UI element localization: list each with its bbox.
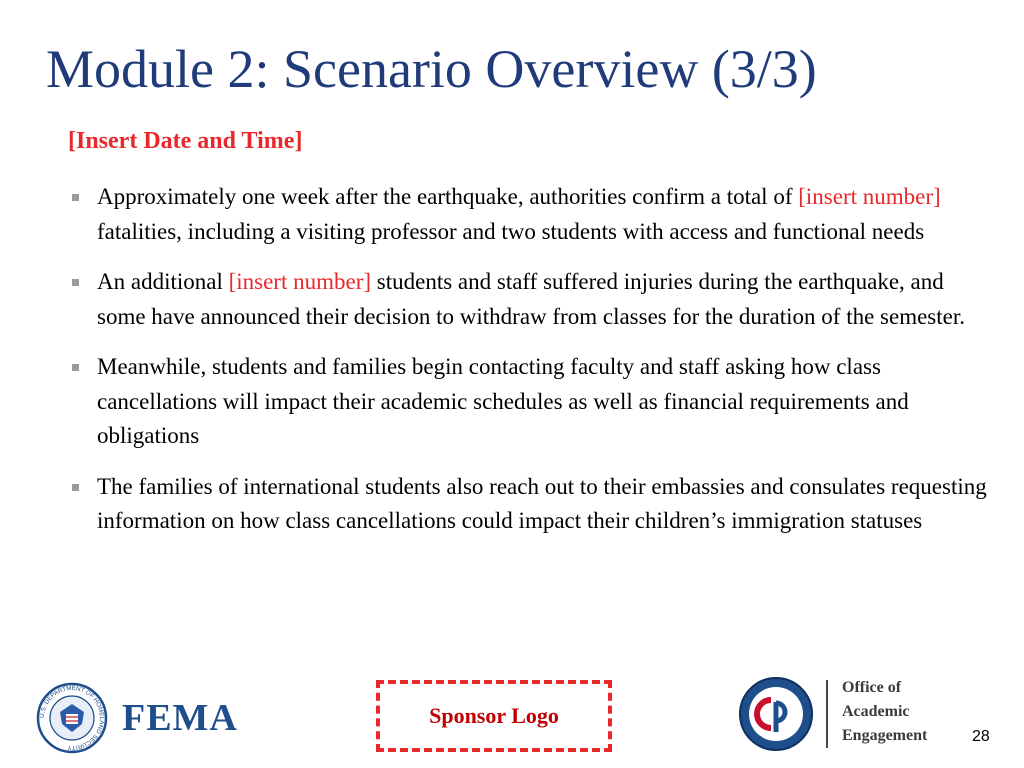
insert-number-placeholder: [insert number] (228, 269, 372, 294)
slide-title: Module 2: Scenario Overview (3/3) (46, 39, 817, 99)
square-bullet-icon (72, 279, 79, 286)
date-placeholder: [Insert Date and Time] (68, 128, 303, 154)
logo-divider (826, 680, 828, 748)
fema-wordmark: FEMA (122, 697, 238, 739)
bullet-text: Approximately one week after the earthquake, authorities confirm a total of (97, 184, 799, 209)
bullet-text: The families of international students also reach out to their embassies and consulates requesting information on how class cancellations could impact their children’s immigration statuses (97, 473, 987, 533)
bullet-item (70, 350, 995, 454)
bullet-text: students and staff suffered injuries during the earthquake, and some have announced their decision to withdraw from classes for the duration of the semester. (97, 269, 965, 329)
sponsor-logo-placeholder (376, 680, 612, 752)
bullet-text: Meanwhile, students and families begin contacting faculty and staff asking how class cancellations will impact their academic schedules as well as financial requirements and obligations (97, 354, 909, 448)
page-number: 28 (972, 728, 990, 745)
ope-line: Office of (842, 679, 902, 696)
bullet-item (70, 470, 995, 539)
insert-number-placeholder: [insert number] (798, 184, 941, 209)
office-of-academic-engagement-logo (738, 674, 968, 754)
square-bullet-icon (72, 364, 79, 371)
sponsor-logo-label: Sponsor Logo (429, 703, 559, 728)
bullet-list (70, 180, 995, 555)
ope-line: Engagement (842, 727, 928, 744)
ope-line: Academic (842, 703, 910, 720)
bullet-text: fatalities, including a visiting professor and two students with access and functional needs (97, 218, 925, 244)
square-bullet-icon (72, 194, 79, 201)
bullet-item (70, 180, 995, 249)
bullet-text: An additional (97, 269, 229, 294)
ope-label (842, 676, 927, 748)
square-bullet-icon (72, 484, 79, 491)
campus-resilience-seal-icon (738, 676, 814, 752)
dhs-seal-icon (36, 682, 108, 754)
fema-logo (36, 682, 246, 754)
svg-text:U.S. DEPARTMENT OF HOMELAND SE: U.S. DEPARTMENT OF HOMELAND SECURITY (38, 684, 106, 752)
bullet-item (70, 265, 995, 334)
